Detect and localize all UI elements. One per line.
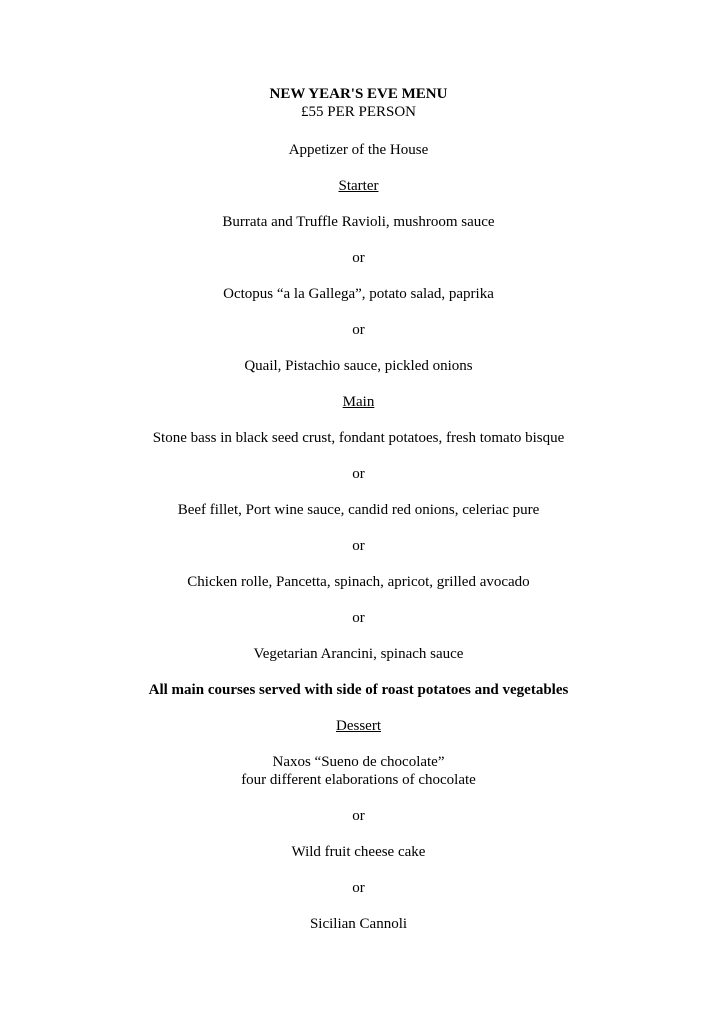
starter-heading: Starter	[338, 178, 379, 194]
starter-item-1: Burrata and Truffle Ravioli, mushroom sauce	[222, 214, 495, 230]
main-item-2: Beef fillet, Port wine sauce, candid red onions, celeriac pure	[177, 502, 540, 518]
or-separator: or	[352, 322, 365, 338]
or-separator: or	[352, 250, 365, 266]
dessert-heading: Dessert	[336, 718, 381, 734]
menu-title: NEW YEAR'S EVE MENU	[269, 86, 448, 102]
main-item-4: Vegetarian Arancini, spinach sauce	[253, 646, 464, 662]
starter-item-3: Quail, Pistachio sauce, pickled onions	[244, 358, 473, 374]
or-separator: or	[352, 808, 365, 824]
main-heading: Main	[342, 394, 375, 410]
main-item-3: Chicken rolle, Pancetta, spinach, apricot, grilled avocado	[187, 574, 530, 590]
dessert-item-1-description: four different elaborations of chocolate	[241, 772, 476, 788]
or-separator: or	[352, 466, 365, 482]
menu-price: £55 PER PERSON	[300, 104, 417, 120]
main-note: All main courses served with side of roast potatoes and vegetables	[148, 682, 569, 698]
or-separator: or	[352, 880, 365, 896]
dessert-item-2: Wild fruit cheese cake	[291, 844, 426, 860]
or-separator: or	[352, 610, 365, 626]
or-separator: or	[352, 538, 365, 554]
starter-item-2: Octopus “a la Gallega”, potato salad, paprika	[223, 286, 494, 302]
dessert-item-3: Sicilian Cannoli	[309, 916, 408, 932]
appetizer: Appetizer of the House	[288, 142, 429, 158]
main-item-1: Stone bass in black seed crust, fondant potatoes, fresh tomato bisque	[152, 430, 565, 446]
dessert-item-1: Naxos “Sueno de chocolate”	[272, 754, 445, 770]
